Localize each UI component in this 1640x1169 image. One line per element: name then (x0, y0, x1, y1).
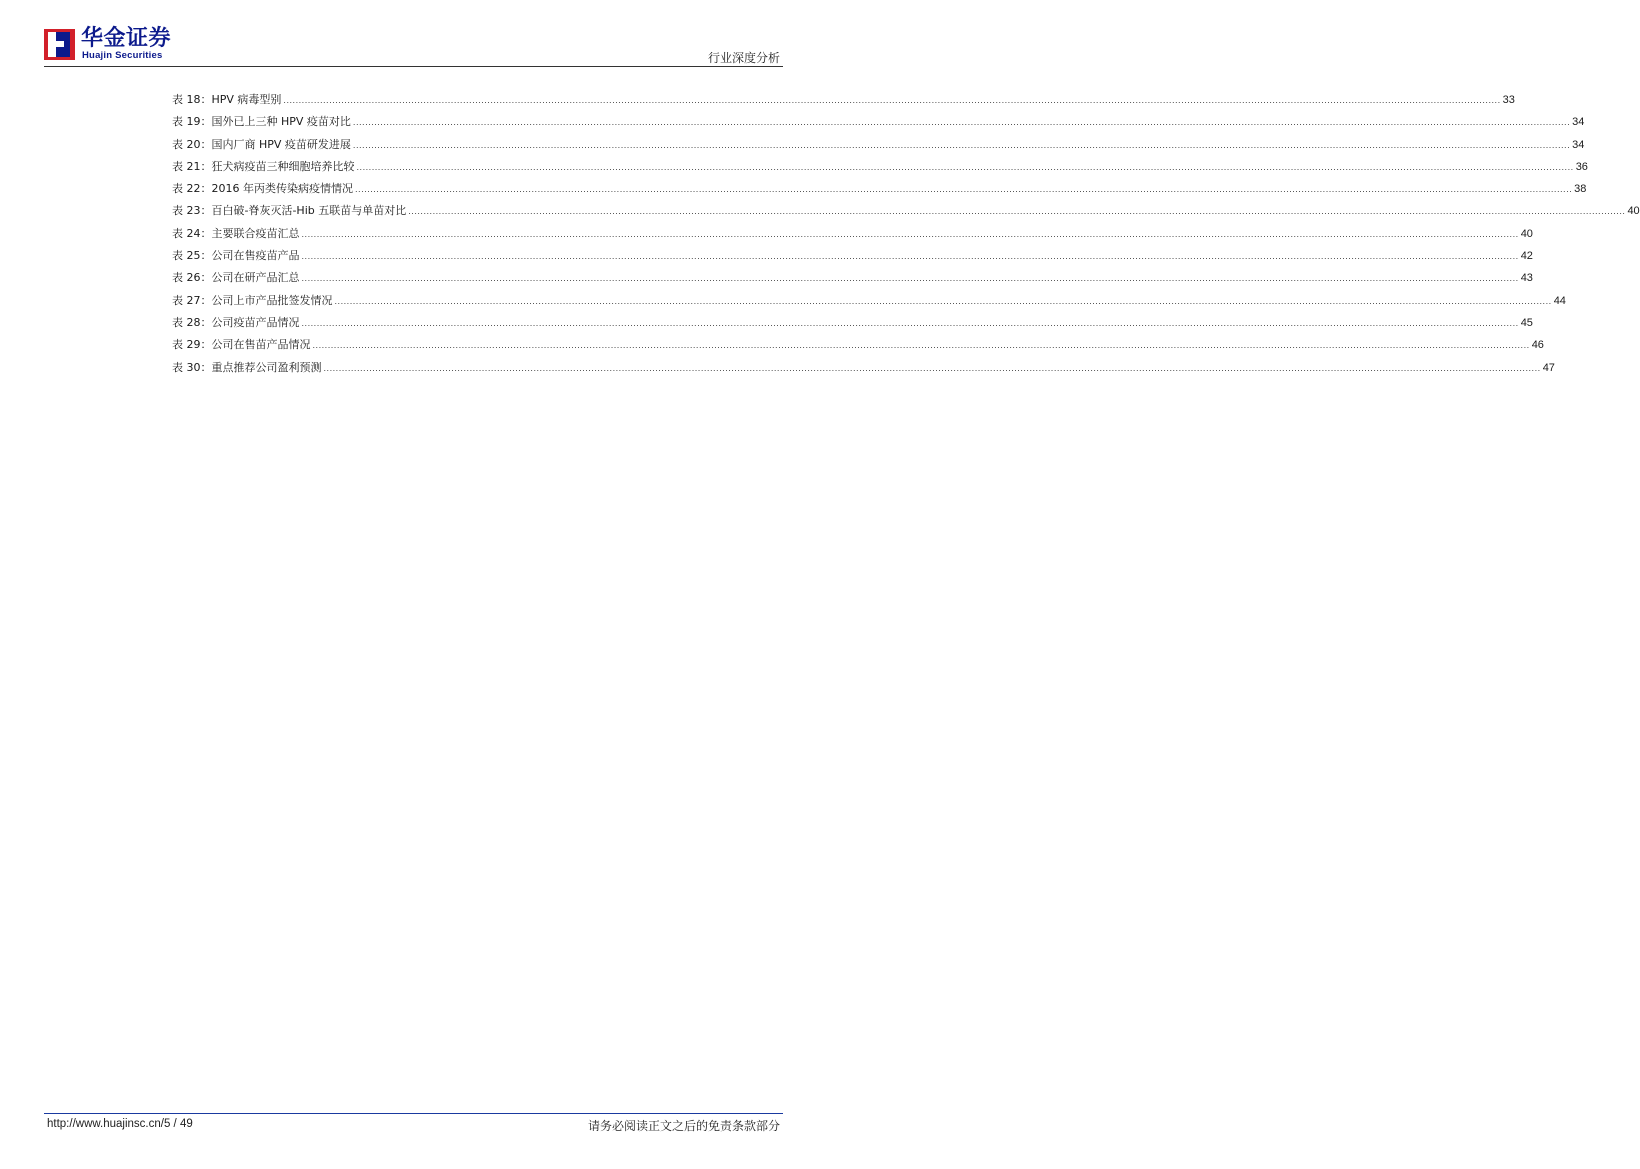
toc-entry-page: 34 (1572, 138, 1585, 151)
toc-entry[interactable] (172, 159, 1588, 182)
toc-entry-title: 表 28：公司疫苗产品情况 (172, 315, 300, 329)
toc-entry[interactable] (172, 338, 1544, 360)
toc-entry[interactable] (172, 204, 1640, 226)
toc-entry-page: 45 (1520, 316, 1533, 329)
toc-entry-title: 表 25：公司在售疫苗产品 (172, 249, 300, 263)
toc-leader-dots: ................................................................................................................................................................................................................................................................................................................................................................................................................ (323, 363, 1541, 373)
toc-entry[interactable] (172, 293, 1566, 316)
toc-leader-dots: ................................................................................................................................................................................................................................................................................................................................................................................................................ (356, 162, 1574, 172)
footer-url-page: http://www.huajinsc.cn/5 / 49 (47, 1118, 193, 1130)
toc-entry-title: 表 20：国内厂商 HPV 疫苗研发进展 (172, 137, 351, 151)
toc-leader-dots: ................................................................................................................................................................................................................................................................................................................................................................................................................ (301, 318, 1519, 328)
toc-leader-dots: ................................................................................................................................................................................................................................................................................................................................................................................................................ (352, 118, 1571, 128)
toc-entry-page: 33 (1502, 94, 1515, 106)
toc-entry-page: 43 (1520, 272, 1533, 285)
toc-entry-title: 表 30：重点推荐公司盈利预测 (172, 360, 322, 374)
toc-entry-page: 40 (1520, 227, 1533, 240)
toc-entry-title: 表 24：主要联合疫苗汇总 (172, 226, 300, 240)
logo-chinese-name: 华金证券 (81, 26, 172, 51)
toc-leader-dots: ................................................................................................................................................................................................................................................................................................................................................................................................................ (352, 140, 1571, 150)
toc-leader-dots: ................................................................................................................................................................................................................................................................................................................................................................................................................ (312, 341, 1530, 351)
toc-entry-title: 表 29：公司在售苗产品情况 (172, 338, 311, 352)
toc-leader-dots: ................................................................................................................................................................................................................................................................................................................................................................................................................ (354, 185, 1573, 195)
toc-leader-dots: ................................................................................................................................................................................................................................................................................................................................................................................................................ (301, 274, 1519, 284)
toc-entry-page: 44 (1553, 294, 1566, 307)
toc-entry[interactable] (172, 115, 1585, 137)
toc-entry[interactable] (172, 249, 1533, 271)
toc-entry-title: 表 23：百白破-脊灰灭活-Hib 五联苗与单苗对比 (172, 204, 407, 218)
huajin-logo-icon (44, 29, 75, 60)
logo-english-name: Huajin Securities (82, 50, 163, 61)
toc-entry[interactable] (172, 360, 1555, 383)
toc-entry-page: 42 (1520, 250, 1533, 263)
toc-entry-title: 表 19：国外已上三种 HPV 疫苗对比 (172, 115, 351, 129)
toc-entry[interactable] (172, 271, 1533, 293)
toc-entry[interactable] (172, 93, 1515, 115)
footer-divider (44, 1113, 783, 1114)
toc-leader-dots: ................................................................................................................................................................................................................................................................................................................................................................................................................ (334, 296, 1552, 306)
table-of-contents (172, 93, 1640, 383)
toc-entry-page: 47 (1542, 361, 1555, 374)
toc-entry-page: 40 (1627, 205, 1640, 218)
toc-entry-title: 表 27：公司上市产品批签发情况 (172, 293, 333, 307)
toc-leader-dots: ................................................................................................................................................................................................................................................................................................................................................................................................................ (408, 207, 1626, 217)
toc-entry[interactable] (172, 137, 1585, 160)
toc-entry-page: 34 (1572, 116, 1585, 129)
toc-entry[interactable] (172, 226, 1533, 249)
toc-entry-title: 表 21：狂犬病疫苗三种细胞培养比较 (172, 159, 355, 173)
toc-leader-dots: ................................................................................................................................................................................................................................................................................................................................................................................................................ (301, 252, 1519, 262)
toc-leader-dots: ................................................................................................................................................................................................................................................................................................................................................................................................................ (283, 96, 1501, 105)
footer-disclaimer: 请务必阅读正文之后的免责条款部分 (587, 1119, 780, 1133)
toc-entry-page: 38 (1574, 183, 1587, 196)
toc-entry-title: 表 26：公司在研产品汇总 (172, 271, 300, 285)
toc-entry[interactable] (172, 182, 1587, 204)
toc-entry-title: 表 22：2016 年丙类传染病疫情情况 (172, 182, 353, 196)
toc-leader-dots: ................................................................................................................................................................................................................................................................................................................................................................................................................ (301, 229, 1519, 239)
report-category: 行业深度分析 (707, 51, 780, 65)
toc-entry-page: 36 (1575, 160, 1588, 173)
company-logo (44, 26, 194, 62)
header-divider (44, 66, 783, 67)
toc-entry[interactable] (172, 315, 1533, 338)
toc-entry-title: 表 18：HPV 病毒型别 (172, 93, 282, 106)
toc-entry-page: 46 (1531, 339, 1544, 352)
